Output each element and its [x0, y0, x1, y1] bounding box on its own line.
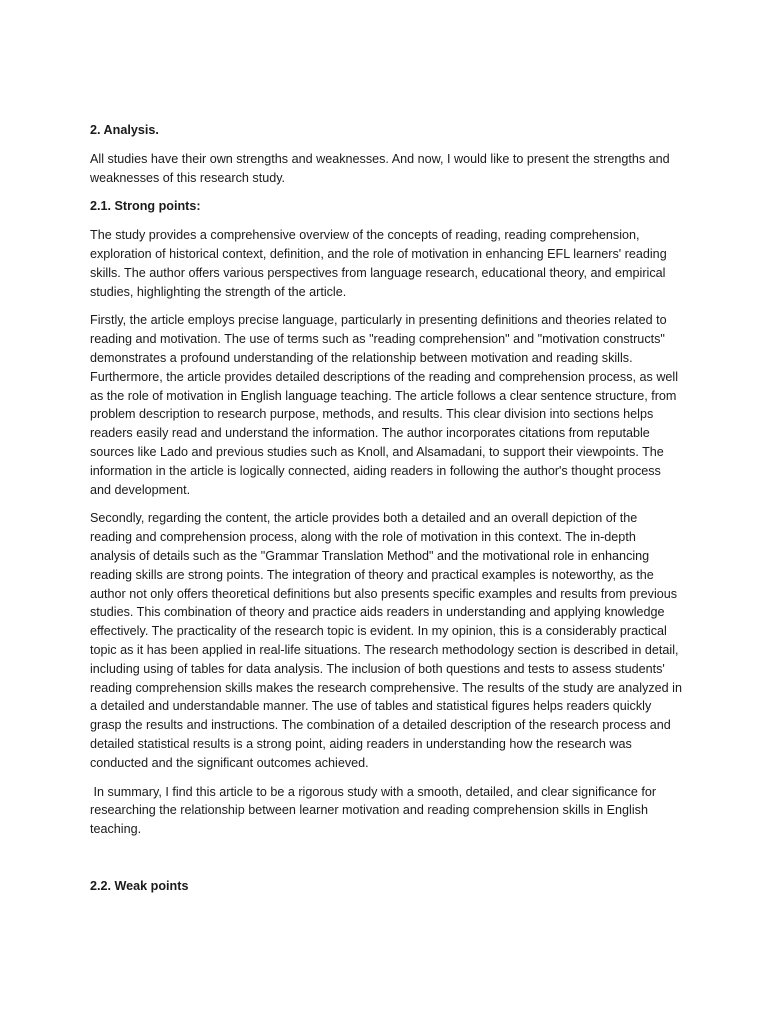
paragraph-firstly: Firstly, the article employs precise language, particularly in presenting definitions and theories related to reading and motivation. The use of terms such as "reading comprehension" and "motivation constructs" demonstrates a profound understanding of the relationship between motivation and reading skills. Furthermore, the article provides detailed descriptions of the reading and comprehension process, as well as the role of motivation in English language teaching. The article follows a clear sentence structure, from problem description to research purpose, methods, and results. This clear division into sections helps readers easily read and understand the information. The author incorporates citations from reputable sources like Lado and previous studies such as Knoll, and Alsamadani, to support their viewpoints. The information in the article is logically connected, aiding readers in following the author's thought process and development.	[90, 313, 679, 497]
paragraph-secondly: Secondly, regarding the content, the article provides both a detailed and an overall depiction of the reading and comprehension process, along with the role of motivation in this context. The in-depth analysis of details such as the "Grammar Translation Method" and the motivational role in enhancing reading skills are strong points. The integration of theory and practical examples is noteworthy, as the author not only offers theoretical definitions but also presents specific examples and results from previous studies. This combination of theory and practice aids readers in understanding and applying knowledge effectively. The practicality of the research topic is evident. In my opinion, this is a considerably practical topic as it has been applied in real-life situations. The research methodology section is described in detail, including using of tables for data analysis. The inclusion of both questions and tests to assess students' reading comprehension skills makes the research comprehensive. The results of the study are analyzed in a detailed and understandable manner. The use of tables and statistical figures helps readers quickly grasp the results and instructions. The combination of a detailed description of the research process and detailed statistical results is a strong point, aiding readers in understanding how the research was conducted and the significant outcomes achieved.	[90, 511, 682, 770]
paragraph-intro: All studies have their own strengths and weaknesses. And now, I would like to present the strengths and weaknesses of this research study.	[90, 151, 670, 185]
document-body	[90, 121, 682, 906]
paragraph-summary: In summary, I find this article to be a rigorous study with a smooth, detailed, and clear significance for researching the relationship between learner motivation and reading comprehension skills in English teaching.	[90, 784, 660, 837]
heading-strong-points: 2.1. Strong points:	[90, 199, 201, 214]
heading-weak-points: 2.2. Weak points	[90, 878, 189, 893]
heading-analysis: 2. Analysis.	[90, 123, 159, 137]
paragraph-overview: The study provides a comprehensive overview of the concepts of reading, reading comprehension, exploration of historical context, definition, and the role of motivation in enhancing EFL learners' reading skills. The author offers various perspectives from language research, educational theory, and empirical studies, highlighting the strength of the article.	[90, 228, 667, 299]
